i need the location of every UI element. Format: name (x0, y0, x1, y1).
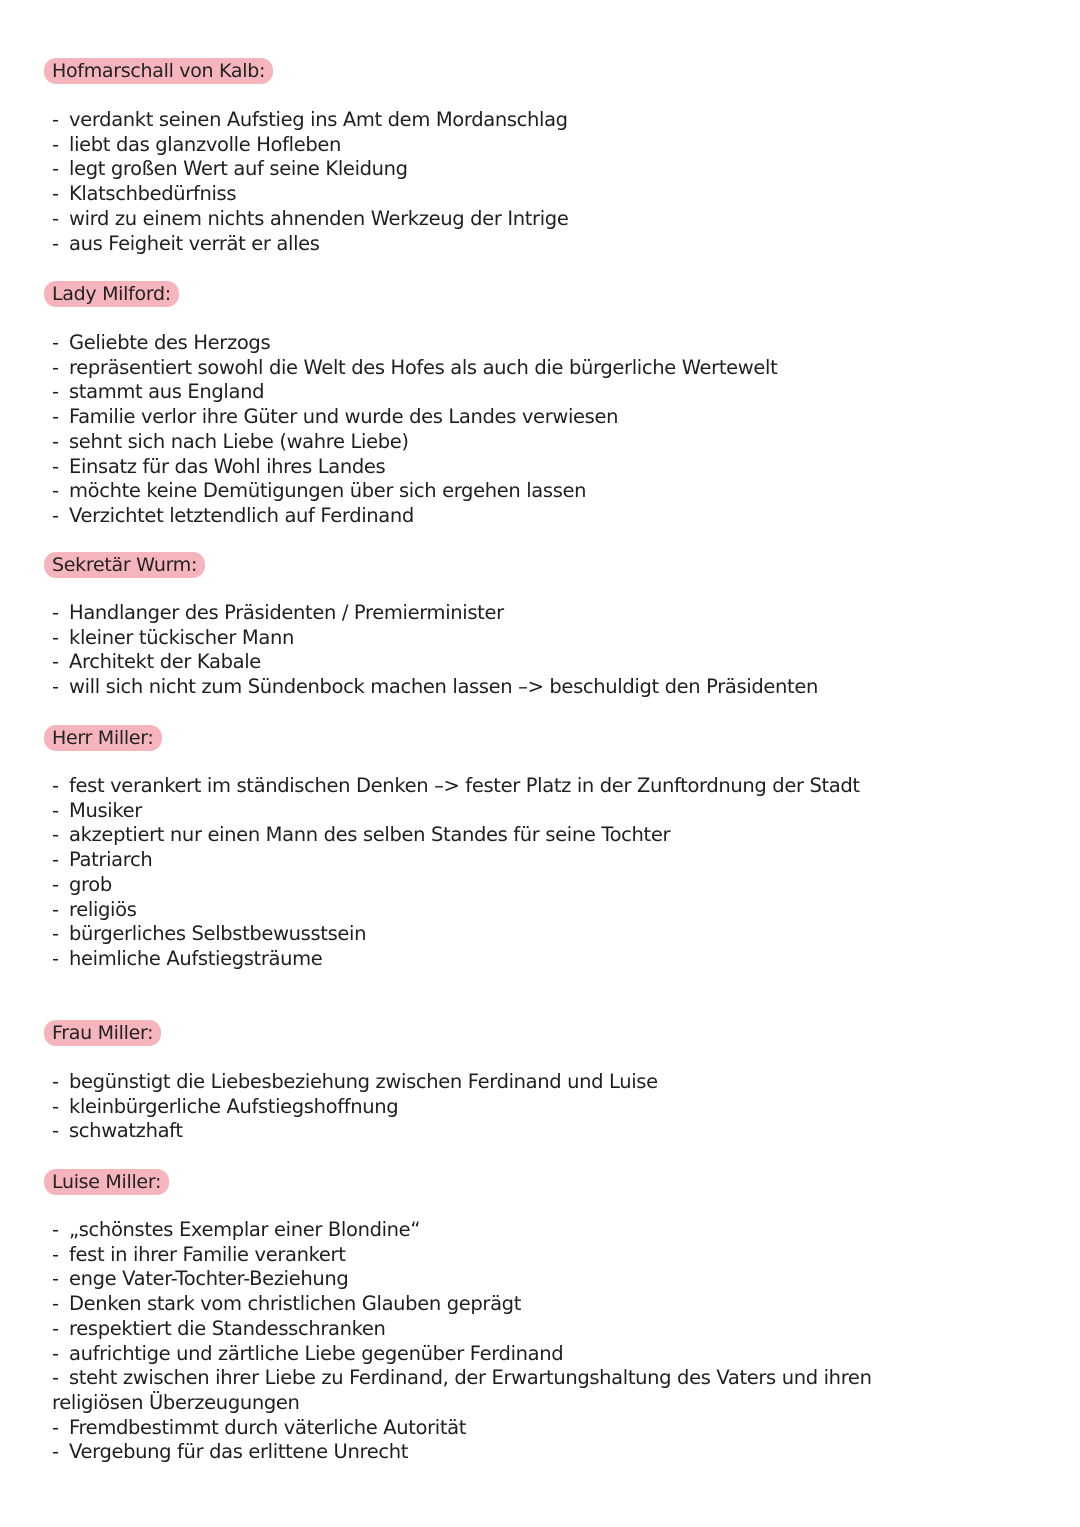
list-item-text: heimliche Aufstiegsträume (69, 946, 323, 970)
list-item (52, 380, 1012, 405)
list-item (52, 1416, 1012, 1441)
list-item-text: kleiner tückischer Mann (69, 625, 295, 649)
list-item-text: möchte keine Demütigungen über sich ergehen lassen (69, 479, 587, 503)
list-item (52, 1267, 1012, 1292)
bullet-dash: - (52, 774, 59, 797)
list-item-text: schwatzhaft (69, 1119, 183, 1143)
bullet-dash: - (52, 946, 59, 970)
list-item (52, 1095, 1012, 1120)
list-item (52, 1070, 1012, 1095)
bullet-dash: - (52, 503, 59, 527)
list-item (52, 1342, 1012, 1367)
bullet-dash: - (52, 823, 59, 847)
bullet-list (52, 1218, 1012, 1465)
list-item-text: wird zu einem nichts ahnenden Werkzeug der Intrige (69, 206, 569, 230)
list-item (52, 504, 1012, 529)
list-item (52, 405, 1012, 430)
list-item-text: Geliebte des Herzogs (69, 331, 271, 354)
bullet-dash: - (52, 1242, 59, 1266)
bullet-dash: - (52, 157, 59, 181)
list-item (52, 157, 1012, 182)
list-item (52, 455, 1012, 480)
list-item-text: Verzichtet letztendlich auf Ferdinand (69, 503, 414, 527)
bullet-dash: - (52, 1218, 59, 1241)
list-item (52, 1119, 1012, 1144)
bullet-dash: - (52, 1267, 59, 1291)
bullet-dash: - (52, 1341, 59, 1365)
list-item-text: Einsatz für das Wohl ihres Landes (69, 454, 386, 478)
bullet-dash: - (52, 1366, 59, 1390)
list-item-text: enge Vater-Tochter-Beziehung (69, 1267, 349, 1291)
list-item-text: grob (69, 872, 112, 896)
list-item (52, 1243, 1012, 1268)
bullet-dash: - (52, 1316, 59, 1340)
list-item (52, 922, 1012, 947)
list-item (52, 331, 1012, 356)
list-item-text: Musiker (69, 798, 142, 822)
bullet-list (52, 331, 1012, 529)
section-heading: Hofmarschall von Kalb: (44, 58, 273, 84)
list-item (52, 774, 1012, 799)
list-item-text: Handlanger des Präsidenten / Premierminister (69, 601, 504, 624)
bullet-dash: - (52, 331, 59, 354)
bullet-dash: - (52, 108, 59, 131)
list-item-text: „schönstes Exemplar einer Blondine“ (69, 1218, 421, 1241)
bullet-dash: - (52, 798, 59, 822)
bullet-dash: - (52, 650, 59, 674)
list-item-text: will sich nicht zum Sündenbock machen lassen –> beschuldigt den Präsidenten (69, 675, 818, 699)
list-item (52, 947, 1012, 972)
list-item (52, 232, 1012, 257)
list-item (52, 1440, 1012, 1465)
list-item (52, 675, 1012, 700)
bullet-dash: - (52, 1440, 59, 1464)
list-item-text: Denken stark vom christlichen Glauben geprägt (69, 1292, 522, 1316)
list-item (52, 601, 1012, 626)
section-heading: Sekretär Wurm: (44, 552, 205, 578)
list-item-text: stammt aus England (69, 380, 265, 404)
bullet-dash: - (52, 675, 59, 699)
bullet-list (52, 601, 1012, 700)
bullet-dash: - (52, 848, 59, 872)
list-item (52, 873, 1012, 898)
list-item-text: Familie verlor ihre Güter und wurde des Landes verwiesen (69, 405, 619, 429)
list-item (52, 848, 1012, 873)
bullet-list (52, 108, 1012, 256)
list-item-text: Fremdbestimmt durch väterliche Autorität (69, 1415, 467, 1439)
bullet-dash: - (52, 1094, 59, 1118)
list-item (52, 898, 1012, 923)
list-item (52, 430, 1012, 455)
bullet-dash: - (52, 1070, 59, 1093)
bullet-dash: - (52, 405, 59, 429)
bullet-dash: - (52, 601, 59, 624)
list-item (52, 799, 1012, 824)
list-item (52, 356, 1012, 381)
bullet-dash: - (52, 625, 59, 649)
bullet-dash: - (52, 231, 59, 255)
list-item (52, 626, 1012, 651)
list-item-text: bürgerliches Selbstbewusstsein (69, 922, 367, 946)
list-item-text: aufrichtige und zärtliche Liebe gegenüber Ferdinand (69, 1341, 564, 1365)
list-item (52, 1292, 1012, 1317)
list-item (52, 1218, 1012, 1243)
bullet-dash: - (52, 206, 59, 230)
list-item (52, 133, 1012, 158)
bullet-dash: - (52, 429, 59, 453)
list-item-text: begünstigt die Liebesbeziehung zwischen Ferdinand und Luise (69, 1070, 658, 1093)
bullet-dash: - (52, 872, 59, 896)
list-item-text: respektiert die Standesschranken (69, 1316, 386, 1340)
section-heading: Frau Miller: (44, 1020, 161, 1046)
list-item-text: sehnt sich nach Liebe (wahre Liebe) (69, 429, 409, 453)
section-heading: Luise Miller: (44, 1169, 169, 1195)
list-item (52, 182, 1012, 207)
list-item-text: steht zwischen ihrer Liebe zu Ferdinand, der Erwartungshaltung des Vaters und ihren religiösen Überzeugungen (52, 1366, 872, 1414)
bullet-dash: - (52, 922, 59, 946)
list-item-text: Patriarch (69, 848, 153, 872)
list-item-text: Architekt der Kabale (69, 650, 261, 674)
list-item-text: fest in ihrer Familie verankert (69, 1242, 346, 1266)
list-item (52, 650, 1012, 675)
list-item (52, 1366, 967, 1415)
bullet-dash: - (52, 132, 59, 156)
list-item (52, 207, 1012, 232)
list-item-text: verdankt seinen Aufstieg ins Amt dem Mordanschlag (69, 108, 568, 131)
list-item-text: repräsentiert sowohl die Welt des Hofes als auch die bürgerliche Wertewelt (69, 355, 778, 379)
bullet-dash: - (52, 380, 59, 404)
list-item (52, 823, 1012, 848)
list-item-text: fest verankert im ständischen Denken –> fester Platz in der Zunftordnung der Stadt (69, 774, 860, 797)
list-item-text: kleinbürgerliche Aufstiegshoffnung (69, 1094, 399, 1118)
list-item-text: akzeptiert nur einen Mann des selben Standes für seine Tochter (69, 823, 671, 847)
bullet-dash: - (52, 1292, 59, 1316)
list-item-text: liebt das glanzvolle Hofleben (69, 132, 342, 156)
list-item (52, 108, 1012, 133)
bullet-dash: - (52, 479, 59, 503)
list-item (52, 479, 1012, 504)
list-item-text: religiös (69, 897, 137, 921)
bullet-dash: - (52, 355, 59, 379)
list-item-text: legt großen Wert auf seine Kleidung (69, 157, 408, 181)
bullet-dash: - (52, 897, 59, 921)
list-item-text: Klatschbedürfniss (69, 182, 237, 206)
list-item-text: aus Feigheit verrät er alles (69, 231, 320, 255)
bullet-list (52, 774, 1012, 972)
bullet-list (52, 1070, 1012, 1144)
list-item-text: Vergebung für das erlittene Unrecht (69, 1440, 409, 1464)
bullet-dash: - (52, 1415, 59, 1439)
section-heading: Lady Milford: (44, 281, 179, 307)
bullet-dash: - (52, 454, 59, 478)
list-item (52, 1317, 1012, 1342)
section-heading: Herr Miller: (44, 725, 162, 751)
bullet-dash: - (52, 1119, 59, 1143)
bullet-dash: - (52, 182, 59, 206)
